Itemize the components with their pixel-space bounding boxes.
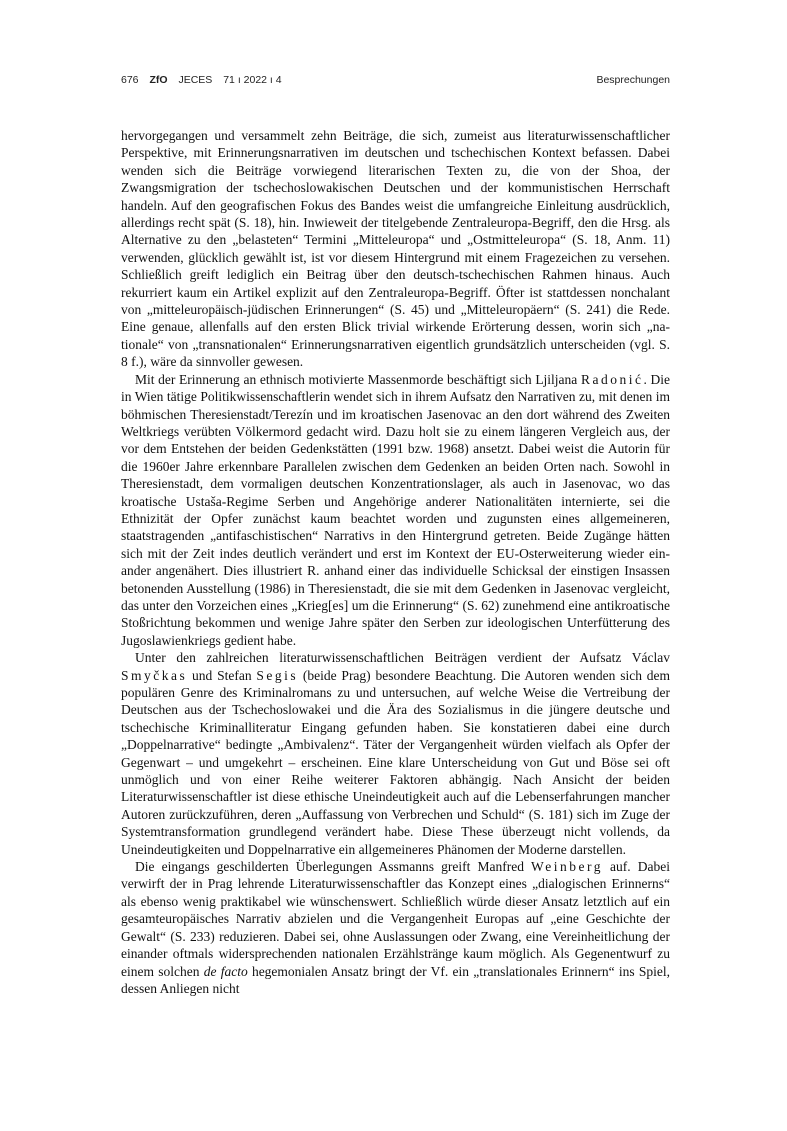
text-run: Unter den zahlreichen literaturwissenschaftlichen Beiträgen verdient der Aufsatz Václav [135,650,670,666]
paragraph-1 [121,127,670,371]
text-run: . Die in Wien tätige Politikwissenschaftlerin wendet sich in ihrem Aufsatz den Narrativen zu, mit denen im böhmischen Theresienstadt/Terezín und im kroatischen Jasenovac an den dort während des Zweiten Weltkriegs verübten Völkermord gedacht wird. Dazu holt sie zu einem längeren Vergleich aus, der vor dem Entstehen der beiden Gedenkstätten (1991 bzw. 1968) ansetzt. Dabei weist die Autorin für die 1960er Jahre erkennbare Parallelen zwischen dem Gedenken an beiden Orten nach. Sowohl in Theresienstadt, dem vormaligen deutschen Konzentrationslager, als auch in Jasenovac, wo das kroatische Ustaša-Regime Serben und Angehörige anderer Nationalitäten internierte, sei die Ethnizität der Opfer zunächst kaum beachtet worden und zugunsten eines allgemeineren, staatstragenden „antifaschistischen“ Narrativs in den Hintergrund getreten. Beide Zugänge hätten sich mit der Zeit indes deutlich verändert und erst im Kontext der EU-Osterweiterung wieder einander angenähert. Dies illustriert R. anhand einer das individuelle Schicksal der einstigen Insassen betonenden Ausstellung (1986) in Theresienstadt, die sie mit dem Gedenken in Jasenovac vergleicht, das unter den Vorzeichen eines „Krieg[es] um die Erinnerung“ (S. 62) zunehmend eine antikroatische Stoßrichtung bekommen und wenige Jahre später den Serben zur ideologischen Unterfütterung des Jugoslawienkriegs gedient habe. [121,371,670,648]
text-run: (beide Prag) besondere Beachtung. Die Autoren wenden sich dem populären Genre des Kriminalromans zu und untersuchen, auf welche Weise die Vertreibung der Deutschen aus der Tschechoslowakei und die Ära des Sozialismus in die jüngere deutsche und tschechische Kriminalliteratur Eingang gefunden haben. Sie konstatieren dabei eine durch „Doppelnarrative“ bedingte „Ambivalenz“. Täter der Vergangenheit würden vielfach als Opfer der Gegenwart – und umgekehrt – erscheinen. Eine klare Unterscheidung von Gut und Böse sei oft unmöglich und von einer Reihe weiterer Faktoren abhängig. Nach Ansicht der beiden Literaturwissenschaftler ist diese ethische Uneindeutigkeit auch auf die Lebenserfahrungen mancher Autoren zurückzuführen, deren „Auffassung von Verbrechen und Schuld“ (S. 181) sich im Zuge der Systemtransformation grundlegend verändert habe. Diese These überzeugt nicht vollends, da Uneindeutigkeiten und Doppelnarrative ein allgemeineres Phänomen der Moderne darstellen. [121,667,670,857]
paragraph-3 [121,649,670,858]
section-title: Besprechungen [596,74,670,86]
journal-abbreviation: ZfO [149,74,168,86]
header-left [121,74,290,86]
paragraph-2 [121,371,670,650]
journal-subtitle: JECES [178,74,213,86]
text-run: und Stefan [187,667,257,683]
text-run: auf. Dabei verwirft der in Prag lehrende Literaturwissenschaftler das Konzept eines „dialogischen Erinnerns“ als ebenso wenig praktikabel wie wünschenswert. Schließlich würde dieser Ansatz letztlich auf ein gesamteuropäisches Narrativ abzielen und die Vergangenheit Europas auf „eine Geschichte der Gewalt“ (S. 233) reduzieren. Dabei sei, ohne Auslassungen oder Zwang, eine Vereinheitlichung der einander oftmals widersprechenden nationalen Erzählstränge kaum möglich. Als Gegenentwurf zu einem solchen [121,859,670,979]
body-text [121,127,670,997]
author-name: Segis [256,667,299,683]
running-header [121,74,670,90]
author-name: Weinberg [531,859,603,875]
paragraph-4 [121,858,670,997]
text-run: Die eingangs geschilderten Überlegungen Assmanns greift Manfred [135,859,532,875]
text-run: hegemonialen Ansatz bringt der Vf. ein „translationales Erinnern“ ins Spiel, dessen Anliegen nicht [121,963,670,996]
issue-info: 71 ı 2022 ı 4 [223,74,282,86]
italic-term: de facto [203,963,248,979]
text-run: hervorgegangen und versammelt zehn Beiträge, die sich, zumeist aus literaturwissenschaftlicher Perspektive, mit Erinnerungsnarrativen im deutschen und tschechischen Kontext befassen. Dabei wenden sich die Beiträge vorwiegend literarischen Texten zu, die von der Shoa, der Zwangsmigration der tschechoslowakischen Deutschen und der kommunistischen Herrschaft handeln. Auf den geografischen Fokus des Bandes weist die umfangreiche Einleitung ausdrücklich, allerdings recht spät (S. 18), hin. Inwieweit der titelgebende Zentraleuropa-Begriff, den die Hrsg. als Alternative zu den „belasteten“ Termini „Mitteleuropa“ und „Ostmitteleuropa“ (S. 18, Anm. 11) verwenden, glücklich gewählt ist, ist vor diesem Hintergrund mit einem Fragezeichen zu versehen. Schließlich greift lediglich ein Beitrag über den deutsch-tschechischen Rahmen hinaus. Auch rekurriert kaum ein Artikel explizit auf den Zentraleuropa-Begriff. Öfter ist stattdessen nonchalant von „mitteleuropäisch-jüdischen Erinnerungen“ (S. 45) und „Mitteleuropäern“ (S. 241) die Rede. Eine genaue, allenfalls auf den ersten Blick trivial wirkende Erörterung dessen, worin sich „nationale“ von „transnationalen“ Erinnerungsnarrativen eigentlich grundsätzlich unterscheiden (vgl. S. 8 f.), wäre da sinnvoller gewesen. [121,128,670,370]
text-run: Mit der Erinnerung an ethnisch motivierte Massenmorde beschäftigt sich Ljiljana [135,371,581,387]
page-number: 676 [121,74,139,86]
author-name: Smyčkas [121,667,188,683]
author-name: Radonić [580,371,644,387]
